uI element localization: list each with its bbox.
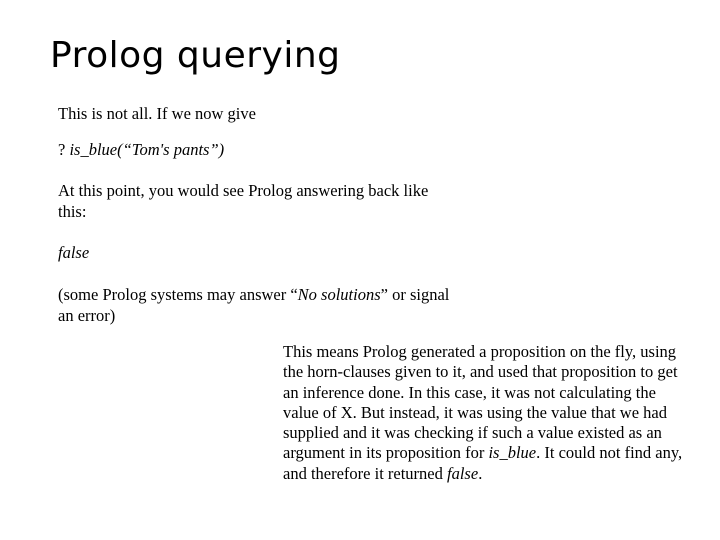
query-line bbox=[58, 139, 224, 160]
explanation-term: is_blue bbox=[488, 443, 537, 463]
note-after: ” or signal an error) bbox=[58, 285, 450, 325]
intro-text: This is not all. If we now give bbox=[58, 104, 256, 123]
explanation-part2: . It could not find any, and therefore it returned bbox=[283, 443, 683, 483]
note-italic: No solutions bbox=[297, 285, 381, 304]
query-prompt: ? bbox=[58, 140, 70, 159]
explanation-text bbox=[283, 342, 693, 484]
answer-value: false bbox=[58, 243, 90, 262]
explanation-part1: This means Prolog generated a proposition on the fly, using the horn-clauses given to it, and used that proposition to get an inference done. In this case, it was not calculating the value of X. But instead, it was using the value that we had supplied and it was checking if such a value existed as an argument in its proposition for bbox=[283, 342, 678, 463]
query-text: is_blue(“Tom's pants”) bbox=[69, 140, 225, 159]
answer-intro-text: At this point, you would see Prolog answering back like this: bbox=[58, 181, 429, 221]
answer-line bbox=[58, 242, 89, 263]
slide-title: Prolog querying bbox=[50, 35, 341, 76]
explanation-part3: . bbox=[478, 463, 483, 483]
note-text bbox=[58, 284, 458, 326]
note-before: (some Prolog systems may answer “ bbox=[58, 285, 298, 304]
explanation-result: false bbox=[447, 463, 479, 483]
